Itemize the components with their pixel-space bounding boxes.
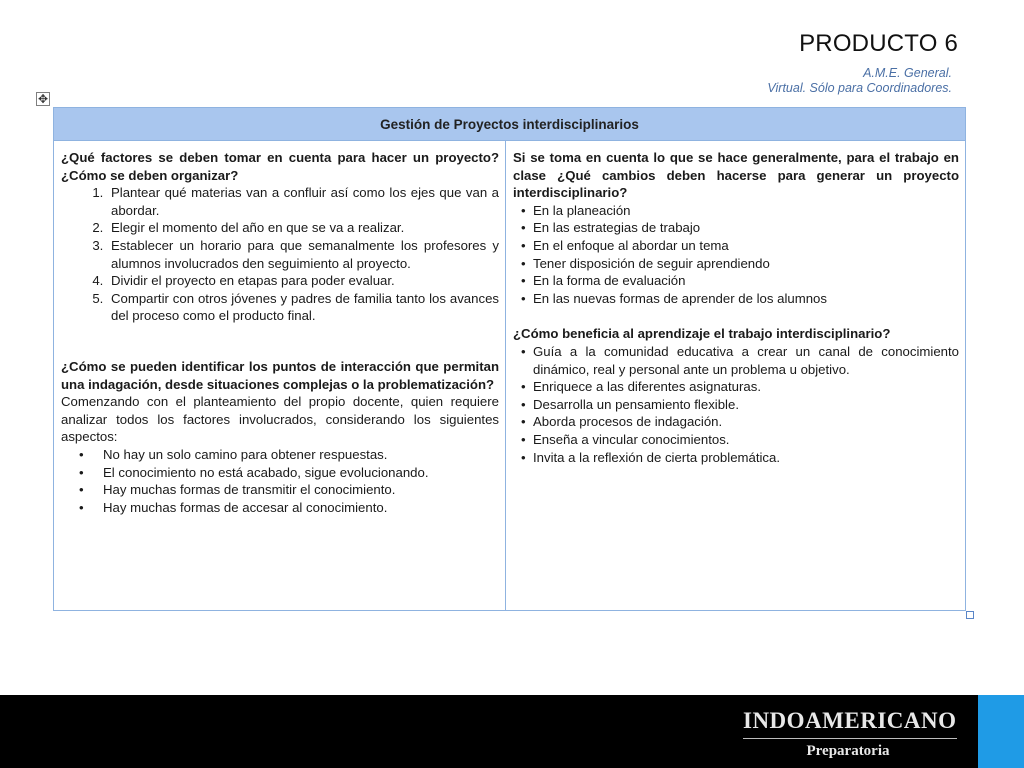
list-item: 5. Compartir con otros jóvenes y padres de familia tanto los avances del proceso como el producto final. (107, 290, 499, 325)
move-arrows-icon[interactable]: ✥ (37, 92, 49, 106)
list-item: 2. Elegir el momento del año en que se va a realizar. (107, 219, 499, 237)
brand-subtitle: Preparatoria (806, 743, 890, 759)
list-item: • Invita a la reflexión de cierta problemática. (533, 449, 959, 467)
left-q1-list (61, 184, 499, 325)
right-question-1: Si se toma en cuenta lo que se hace generalmente, para el trabajo en clase ¿Qué cambios deben hacerse para generar un proyecto interdisciplinario? (513, 150, 959, 201)
list-item: • No hay un solo camino para obtener respuestas. (103, 446, 499, 464)
list-item: 3. Establecer un horario para que semanalmente los profesores y alumnos involucrados den seguimiento al proyecto. (107, 237, 499, 272)
left-question-1: ¿Qué factores se deben tomar en cuenta para hacer un proyecto? ¿Cómo se deben organizar? (61, 150, 499, 183)
list-item: 4. Dividir el proyecto en etapas para poder evaluar. (107, 272, 499, 290)
left-column (54, 141, 506, 610)
list-item: • Enseña a vincular conocimientos. (533, 431, 959, 449)
subtitle-line-1: A.M.E. General. (863, 66, 952, 80)
list-item: • En la planeación (533, 202, 959, 220)
right-q1-list (513, 202, 959, 308)
list-item: • Hay muchas formas de accesar al conocimiento. (103, 499, 499, 517)
right-column (506, 141, 965, 610)
list-item: • En el enfoque al abordar un tema (533, 237, 959, 255)
list-item: • En la forma de evaluación (533, 272, 959, 290)
slide-title: PRODUCTO 6 (799, 30, 958, 57)
list-item: • Enriquece a las diferentes asignaturas. (533, 378, 959, 396)
list-item: • Guía a la comunidad educativa a crear un canal de conocimiento dinámico, real y personal ante un problema u objetivo. (533, 343, 959, 378)
left-q2-list (61, 446, 499, 516)
list-item: • Desarrolla un pensamiento flexible. (533, 396, 959, 414)
list-item: • Hay muchas formas de transmitir el conocimiento. (103, 481, 499, 499)
list-item: • En las nuevas formas de aprender de los alumnos (533, 290, 959, 308)
left-q2-text: Comenzando con el planteamiento del propio docente, quien requiere analizar todos los factores involucrados, considerando los siguientes aspectos: (61, 394, 499, 445)
content-table (53, 107, 966, 611)
list-item: • Tener disposición de seguir aprendiendo (533, 255, 959, 273)
list-item: • El conocimiento no está acabado, sigue evolucionando. (103, 464, 499, 482)
table-heading: Gestión de Proyectos interdisciplinarios (54, 108, 965, 141)
right-q2-list (513, 343, 959, 466)
brand-logo (743, 708, 957, 760)
subtitle (767, 66, 952, 96)
brand-name: INDOAMERICANO (743, 708, 957, 739)
left-question-2: ¿Cómo se pueden identificar los puntos de interacción que permitan una indagación, desde situaciones complejas o la problematización? (61, 358, 499, 392)
list-item: • En las estrategias de trabajo (533, 219, 959, 237)
footer-accent (978, 695, 1024, 768)
list-item: • Aborda procesos de indagación. (533, 413, 959, 431)
resize-square-icon[interactable] (966, 611, 974, 619)
list-item: 1. Plantear qué materias van a confluir así como los ejes que van a abordar. (107, 184, 499, 219)
right-question-2: ¿Cómo beneficia al aprendizaje el trabajo interdisciplinario? (513, 326, 891, 342)
subtitle-line-2: Virtual. Sólo para Coordinadores. (767, 81, 952, 95)
